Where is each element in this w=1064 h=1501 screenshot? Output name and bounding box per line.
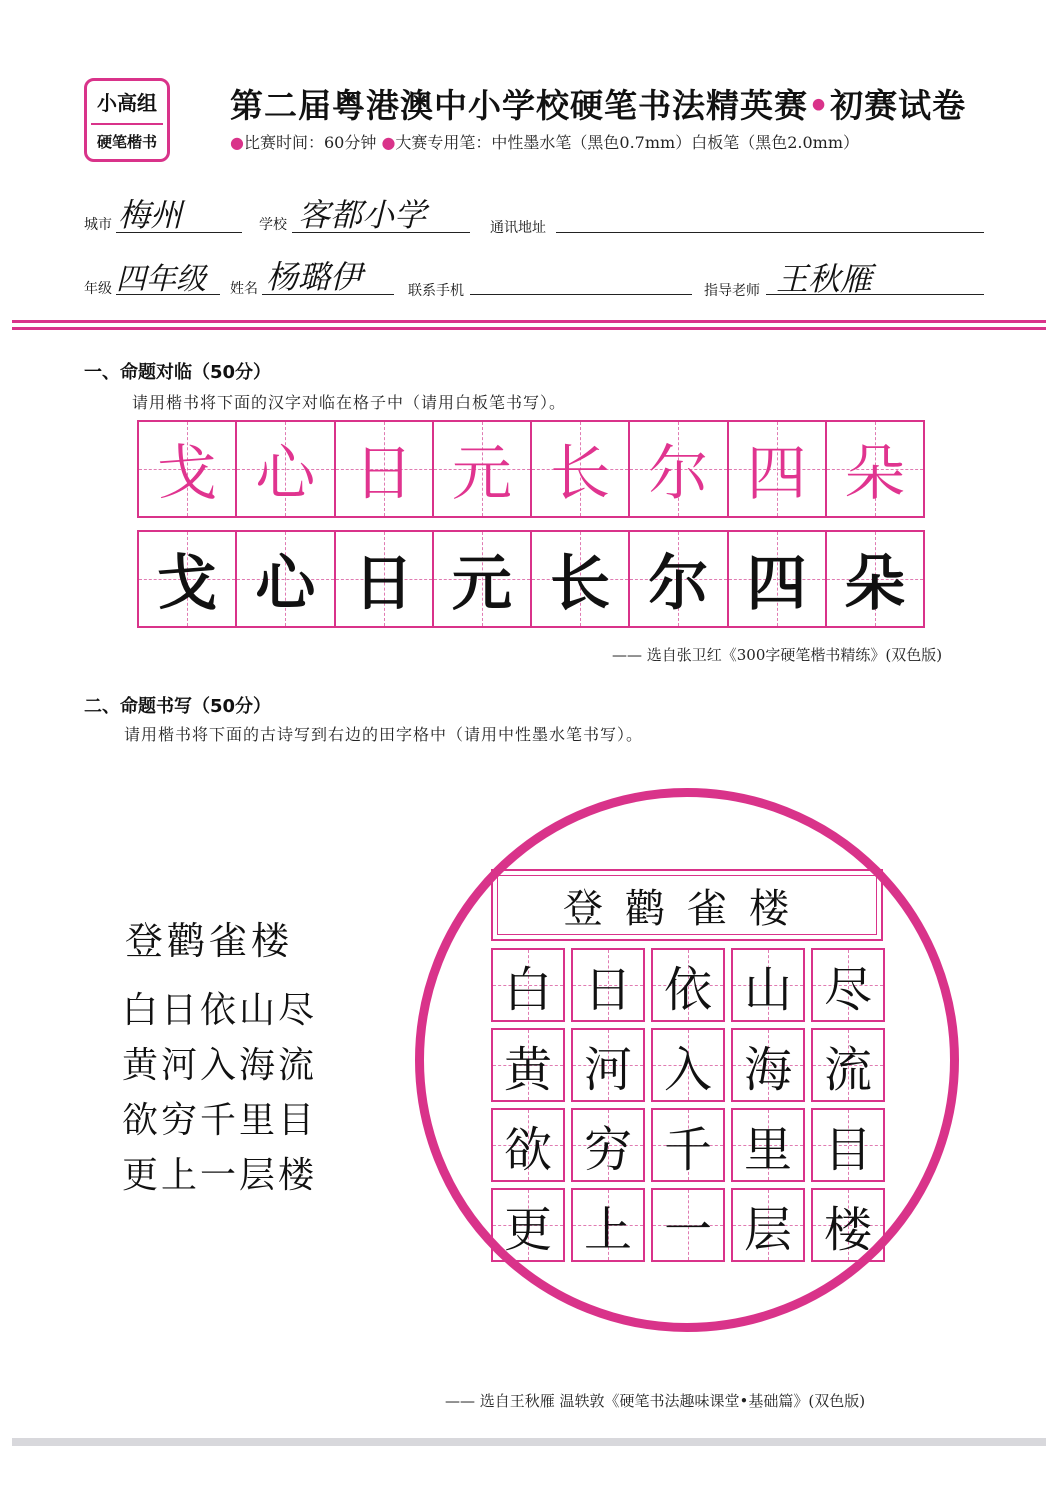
copy-cell[interactable] (139, 532, 237, 626)
footer-bar (12, 1438, 1046, 1446)
model-cell (139, 422, 237, 516)
section1-instruction: 请用楷书将下面的汉字对临在格子中（请用白板笔书写）。 (132, 393, 567, 412)
tianzige-cell[interactable] (571, 948, 645, 1022)
section1-source: —— 选自张卫红《300字硬笔楷书精练》(双色版) (612, 646, 943, 664)
model-cell (336, 422, 434, 516)
written-char: 朵 (844, 549, 905, 619)
model-char: 尔 (648, 439, 709, 509)
badge-divider (91, 123, 163, 125)
model-cell (729, 422, 827, 516)
address-label: 通讯地址 (490, 220, 546, 236)
model-char: 长 (550, 439, 611, 509)
tianzige-cell[interactable] (491, 1028, 565, 1102)
written-char: 长 (550, 549, 611, 619)
address-field[interactable] (556, 232, 984, 233)
written-char: 尔 (648, 549, 709, 619)
title-dot: • (808, 86, 831, 125)
copy-cell[interactable] (729, 532, 827, 626)
copy-cell[interactable] (237, 532, 335, 626)
poem-title: 登鹳雀楼 (125, 919, 294, 963)
written-char: 楼 (823, 1201, 872, 1258)
copy-cell[interactable] (434, 532, 532, 626)
written-char: 层 (743, 1201, 792, 1258)
written-char: 一 (663, 1201, 712, 1258)
exam-info (230, 130, 859, 153)
header-divider (12, 327, 1046, 330)
written-char: 山 (743, 961, 792, 1018)
written-char: 河 (583, 1041, 632, 1098)
written-char: 入 (663, 1041, 712, 1098)
section2-heading: 二、命题书写（50分） (84, 696, 272, 717)
tianzige-cell[interactable] (731, 1028, 805, 1102)
tianzige-cell[interactable] (731, 1108, 805, 1182)
written-char: 更 (503, 1201, 552, 1258)
written-char: 白 (503, 961, 552, 1018)
written-char: 四 (746, 549, 807, 619)
model-char: 朵 (844, 439, 905, 509)
tianzige-cell[interactable] (571, 1028, 645, 1102)
written-char: 千 (663, 1121, 712, 1178)
badge-style-label: 硬笔楷书 (96, 133, 157, 151)
model-char: 元 (451, 439, 512, 509)
model-cell (237, 422, 335, 516)
school-field[interactable]: 客都小学 (298, 196, 427, 234)
copy-cell[interactable] (532, 532, 630, 626)
model-char: 戈 (157, 439, 218, 509)
tianzige-cell[interactable] (651, 1188, 725, 1262)
tianzige-cell[interactable] (491, 1108, 565, 1182)
written-char: 心 (255, 549, 316, 619)
exam-pen: 大赛专用笔：中性墨水笔（黑色0.7mm）白板笔（黑色2.0mm） (395, 133, 859, 152)
written-char: 里 (743, 1121, 792, 1178)
written-char: 黄 (503, 1041, 552, 1098)
bullet-icon: ● (230, 133, 244, 152)
bullet-icon: ● (381, 133, 396, 152)
written-char: 依 (663, 961, 712, 1018)
poem-line: 更上一层楼 (122, 1155, 318, 1196)
poem-line: 黄河入海流 (122, 1045, 318, 1086)
poem-line: 欲穷千里目 (122, 1100, 318, 1141)
grade-field[interactable]: 四年级 (116, 262, 206, 297)
tianzige-cell[interactable] (811, 1188, 885, 1262)
written-char: 上 (583, 1201, 632, 1258)
teacher-label: 指导老师 (704, 283, 760, 299)
section2-instruction: 请用楷书将下面的古诗写到右边的田字格中（请用中性墨水笔书写）。 (124, 725, 644, 744)
written-char: 日 (583, 961, 632, 1018)
tianzige-cell[interactable] (651, 1108, 725, 1182)
tianzige-cell[interactable] (651, 948, 725, 1022)
tianzige-cell[interactable] (811, 1108, 885, 1182)
tianzige-grid (491, 948, 885, 1262)
model-char: 心 (255, 439, 316, 509)
section1-heading: 一、命题对临（50分） (84, 362, 272, 383)
model-cell (630, 422, 728, 516)
written-char: 尽 (823, 961, 872, 1018)
phone-field[interactable] (470, 294, 692, 295)
title-main: 第二届粤港澳中小学校硬笔书法精英赛 (230, 86, 808, 125)
badge-group-label: 小高组 (97, 91, 157, 115)
teacher-field[interactable]: 王秋雁 (776, 260, 873, 298)
page-title (230, 80, 966, 127)
header-divider (12, 320, 1046, 323)
tianzige-cell[interactable] (491, 1188, 565, 1262)
model-row (137, 420, 925, 518)
city-label: 城市 (84, 217, 112, 233)
title-stage: 初赛试卷 (830, 86, 967, 125)
tianzige-cell[interactable] (651, 1028, 725, 1102)
poem-line: 白日依山尽 (122, 990, 318, 1031)
written-char: 欲 (503, 1121, 552, 1178)
exam-time: 比赛时间：60分钟 (243, 133, 377, 152)
model-char: 日 (353, 439, 414, 509)
copy-row (137, 530, 925, 628)
written-title-box[interactable] (491, 869, 883, 941)
group-badge (84, 78, 170, 162)
model-cell (827, 422, 923, 516)
copy-cell[interactable] (630, 532, 728, 626)
name-field[interactable]: 杨璐伊 (266, 258, 363, 296)
model-cell (434, 422, 532, 516)
copy-cell[interactable] (827, 532, 923, 626)
tianzige-cell[interactable] (571, 1188, 645, 1262)
written-title: 登鹳雀楼 (563, 885, 811, 932)
section2-source: —— 选自王秋雁 温轶敦《硬笔书法趣味课堂•基础篇》(双色版) (445, 1392, 866, 1410)
tianzige-cell[interactable] (731, 1188, 805, 1262)
model-char: 四 (746, 439, 807, 509)
grade-label: 年级 (84, 281, 112, 297)
phone-label: 联系手机 (408, 283, 464, 299)
written-char: 流 (823, 1041, 872, 1098)
school-label: 学校 (259, 217, 287, 233)
written-char: 日 (353, 549, 414, 619)
tianzige-cell[interactable] (811, 948, 885, 1022)
name-label: 姓名 (230, 281, 258, 297)
model-cell (532, 422, 630, 516)
written-char: 穷 (583, 1121, 632, 1178)
copy-cell[interactable] (336, 532, 434, 626)
written-char: 海 (743, 1041, 792, 1098)
written-char: 元 (451, 549, 512, 619)
tianzige-cell[interactable] (491, 948, 565, 1022)
tianzige-cell[interactable] (571, 1108, 645, 1182)
city-field[interactable]: 梅州 (118, 196, 183, 234)
written-char: 目 (823, 1121, 872, 1178)
tianzige-cell[interactable] (811, 1028, 885, 1102)
written-char: 戈 (157, 549, 218, 619)
tianzige-cell[interactable] (731, 948, 805, 1022)
